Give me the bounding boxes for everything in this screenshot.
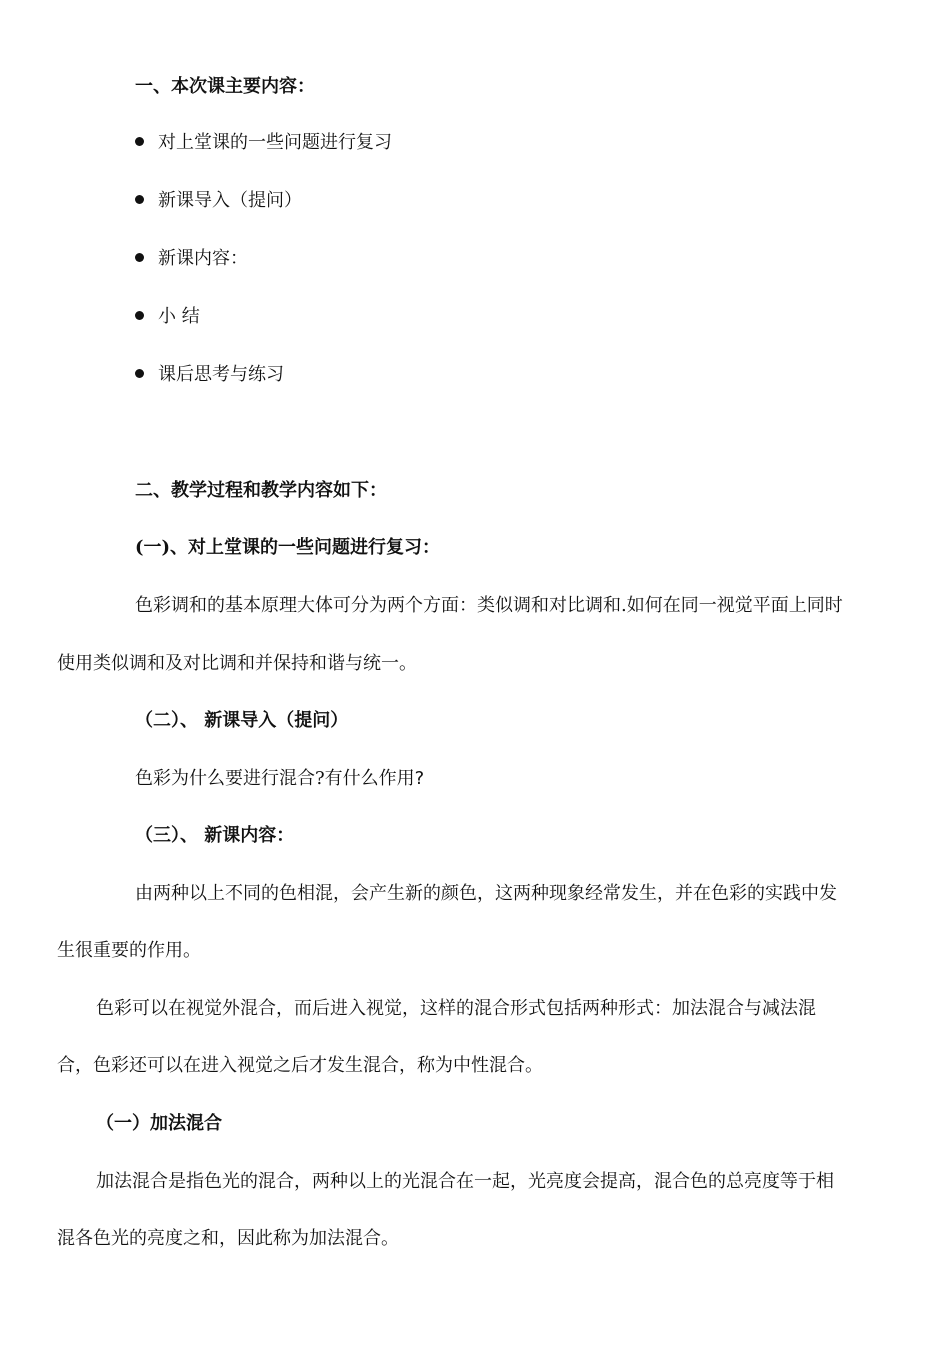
content-paragraph-line: 混各色光的亮度之和，因此称为加法混合。: [57, 1228, 399, 1249]
bullet-icon: [135, 253, 144, 262]
review-heading: (一)、对上堂课的一些问题进行复习：: [135, 537, 441, 558]
content-paragraph-line: 加法混合是指色光的混合，两种以上的光混合在一起，光亮度会提高，混合色的总亮度等于相: [96, 1171, 834, 1192]
content-paragraph-line: 生很重要的作用。: [57, 940, 201, 961]
bullet-icon: [135, 195, 144, 204]
section1-heading: 一、本次课主要内容：: [135, 76, 315, 97]
intro-question: [135, 766, 424, 792]
list-item-label: 对上堂课的一些问题进行复习: [158, 132, 392, 153]
list-item-label: 新课内容：: [158, 248, 248, 269]
bullet-icon: [135, 311, 144, 320]
list-item-label: 小 结: [158, 306, 200, 327]
list-item: [135, 130, 392, 156]
list-item: [135, 246, 248, 272]
list-item: [135, 188, 302, 214]
additive-mixing-heading: （一）加法混合: [96, 1113, 222, 1134]
list-item-label: 新课导入（提问）: [158, 190, 302, 211]
bullet-icon: [135, 369, 144, 378]
list-item: [135, 362, 284, 388]
review-paragraph-line: [135, 593, 843, 619]
review-text: 色彩调和的基本原理大体可分为两个方面：类似调和对比调和.: [135, 595, 627, 616]
intro-heading: （二）、 新课导入（提问）: [135, 710, 349, 731]
intro-question-text: 色彩为什么要进行混合?: [135, 768, 325, 789]
bullet-icon: [135, 137, 144, 146]
section2-heading: 二、教学过程和教学内容如下：: [135, 480, 387, 501]
list-item: [135, 304, 200, 330]
list-item-label: 课后思考与练习: [158, 364, 284, 385]
review-paragraph-line: 使用类似调和及对比调和并保持和谐与统一。: [57, 653, 417, 674]
intro-question-text: 有什么作用?: [324, 768, 425, 789]
review-question-text: 如何在同一视觉平面上同时: [626, 595, 843, 616]
content-paragraph-line: 由两种以上不同的色相混，会产生新的颜色，这两种现象经常发生，并在色彩的实践中发: [135, 883, 837, 904]
content-paragraph-line: 色彩可以在视觉外混合，而后进入视觉，这样的混合形式包括两种形式：加法混合与减法混: [96, 998, 816, 1019]
content-paragraph-line: 合，色彩还可以在进入视觉之后才发生混合，称为中性混合。: [57, 1055, 543, 1076]
content-heading: （三）、 新课内容：: [135, 825, 295, 846]
